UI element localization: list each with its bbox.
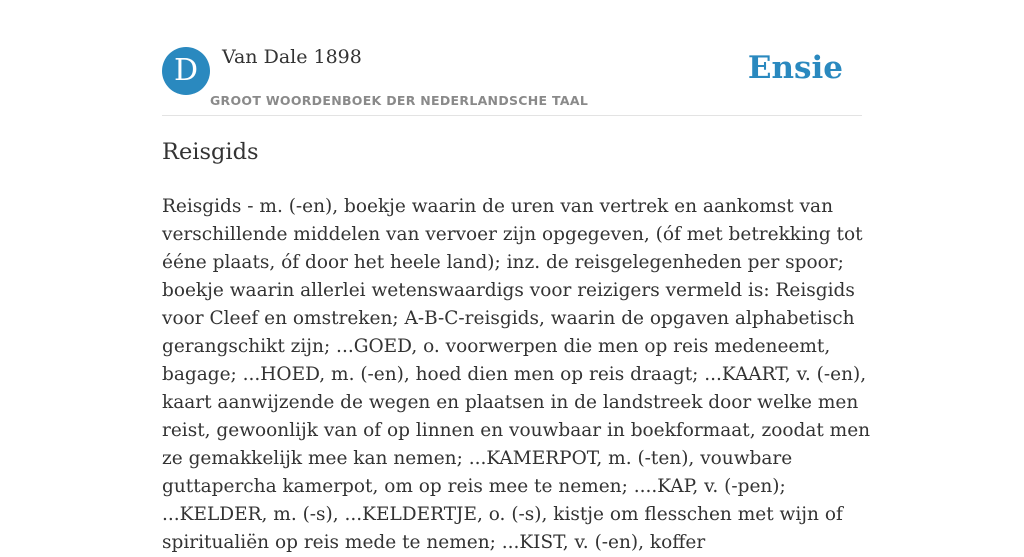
source-avatar[interactable]: D <box>162 47 210 95</box>
source-subtitle: GROOT WOORDENBOEK DER NEDERLANDSCHE TAAL <box>210 93 589 108</box>
header-divider <box>162 115 862 116</box>
entry-definition: Reisgids - m. (-en), boekje waarin de uren van vertrek en aankomst van verschillende middelen van vervoer zijn opgegeven, (óf met betrekking tot ééne plaats, óf door het heele land); inz. de reisgelegenheden per spoor; boekje waarin allerlei wetenswaardigs voor reizigers vermeld is: Reisgids voor Cleef en omstreken; A-B-C-reisgids, waarin de opgaven alphabetisch gerangschikt zijn; ...GOED, o. voorwerpen die men op reis medeneemt, bagage; ...HOED, m. (-en), hoed dien men op reis draagt; ...KAART, v. (-en), kaart aanwijzende de wegen en plaatsen in de landstreek door welke men reist, gewoonlijk van of op linnen en vouwbaar in boekformaat, zoodat men ze gemakkelijk mee kan nemen; ...KAMERPOT, m. (-ten), vouwbare guttapercha kamerpot, om op reis mee te nemen; ....KAP, v. (-pen); ...KELDER, m. (-s), ...KELDERTJE, o. (-s), kistje om flesschen met wijn of spiritualiën op reis mede te nemen; ...KIST, v. (-en), koffer <box>162 196 871 553</box>
source-name[interactable]: Van Dale 1898 <box>222 46 362 68</box>
entry-title: Reisgids <box>162 139 259 165</box>
brand-logo[interactable]: Ensie <box>747 50 843 86</box>
